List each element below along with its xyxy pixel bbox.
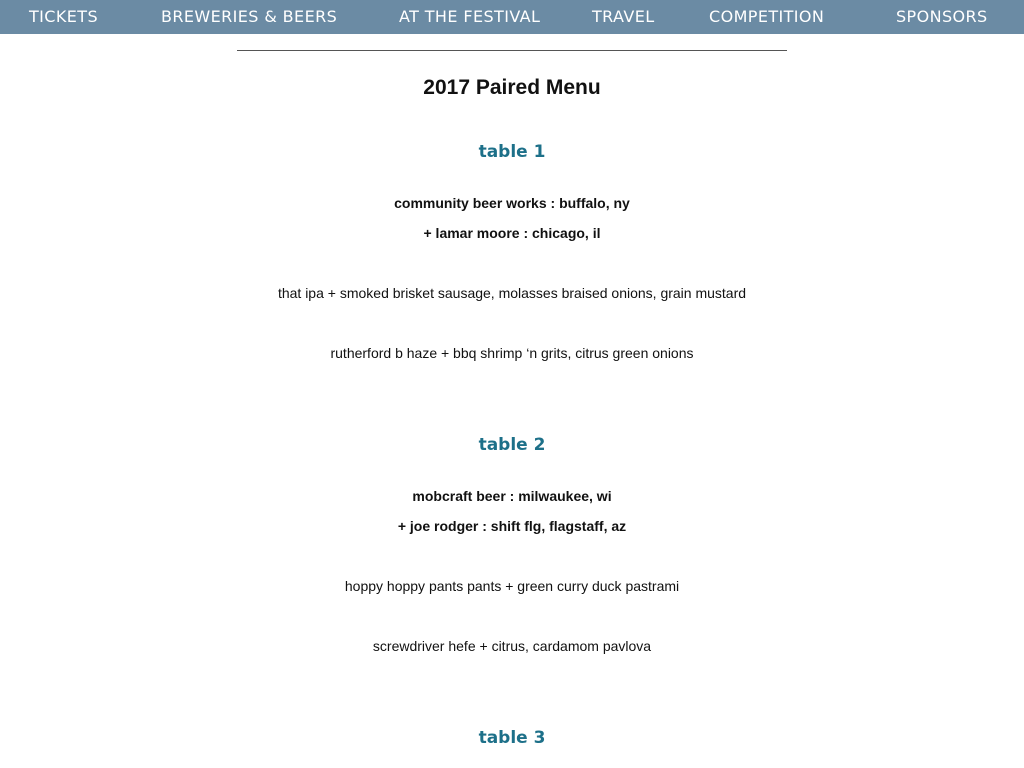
menu-item: screwdriver hefe + citrus, cardamom pavlova xyxy=(372,638,652,654)
nav-item-sponsors[interactable]: SPONSORS xyxy=(896,7,988,26)
top-navigation-bar xyxy=(0,0,1024,34)
chef-line: + lamar moore : chicago, il xyxy=(423,225,601,241)
nav-item-tickets[interactable]: TICKETS xyxy=(29,7,98,26)
title-divider xyxy=(237,50,787,51)
brewery-line: mobcraft beer : milwaukee, wi xyxy=(412,488,612,504)
table-heading-2: table 2 xyxy=(478,435,546,455)
menu-item: hoppy hoppy pants pants + green curry duck pastrami xyxy=(344,578,680,594)
nav-item-breweries-beers[interactable]: BREWERIES & BEERS xyxy=(161,7,338,26)
menu-item: rutherford b haze + bbq shrimp ‘n grits, citrus green onions xyxy=(330,345,694,361)
nav-item-at-the-festival[interactable]: AT THE FESTIVAL xyxy=(399,7,541,26)
chef-line: + joe rodger : shift flg, flagstaff, az xyxy=(397,518,627,534)
nav-item-competition[interactable]: COMPETITION xyxy=(709,7,825,26)
brewery-line: community beer works : buffalo, ny xyxy=(394,195,630,211)
table-heading-1: table 1 xyxy=(478,142,546,162)
nav-item-travel[interactable]: TRAVEL xyxy=(592,7,655,26)
menu-item: that ipa + smoked brisket sausage, molasses braised onions, grain mustard xyxy=(277,285,747,301)
table-heading-3: table 3 xyxy=(478,728,546,748)
page-title: 2017 Paired Menu xyxy=(423,76,601,99)
